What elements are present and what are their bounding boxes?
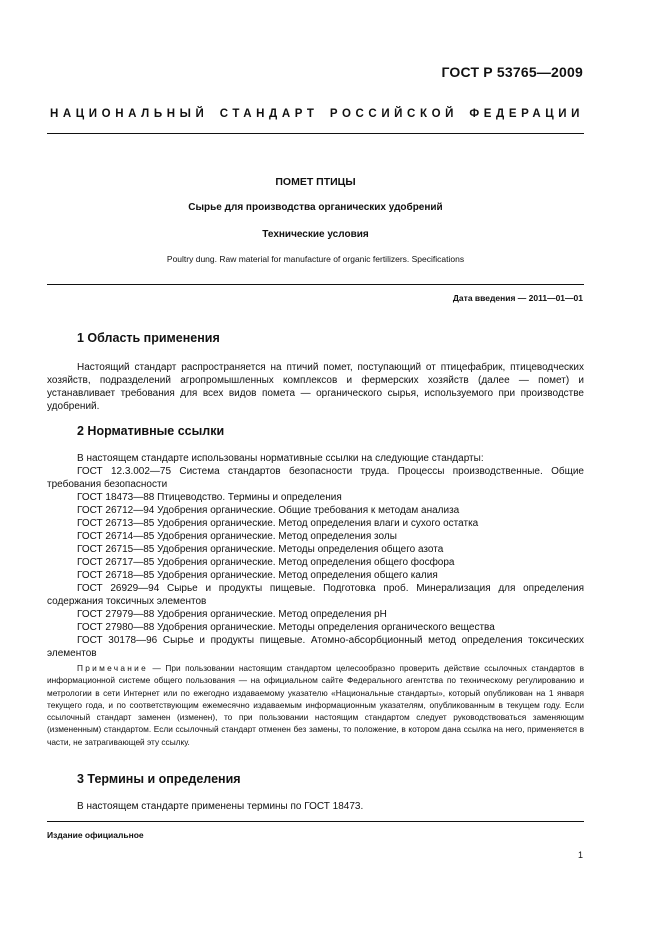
reference-item: ГОСТ 26929—94 Сырье и продукты пищевые. Подготовка проб. Минерализация для определения содержания токсичных элементов (47, 583, 584, 607)
english-title: Poultry dung. Raw material for manufacture of organic fertilizers. Specifications (166, 254, 465, 264)
page-number: 1 (577, 850, 583, 860)
header-rule (47, 133, 584, 134)
introduction-date: Дата введения — 2011—01—01 (452, 293, 583, 303)
reference-item: ГОСТ 26715—85 Удобрения органические. Методы определения общего азота (77, 544, 444, 555)
reference-item: ГОСТ 12.3.002—75 Система стандартов безопасности труда. Процессы производственные. Общие требования безопасности (47, 466, 584, 490)
reference-item: ГОСТ 26717—85 Удобрения органические. Метод определения общего фосфора (77, 557, 455, 568)
document-spec: Технические условия (262, 229, 369, 240)
reference-item: ГОСТ 27979—88 Удобрения органические. Метод определения рН (77, 609, 387, 620)
section-3-text: В настоящем стандарте применены термины по ГОСТ 18473. (77, 801, 364, 812)
reference-item: ГОСТ 18473—88 Птицеводство. Термины и определения (77, 492, 342, 503)
reference-item: ГОСТ 26713—85 Удобрения органические. Метод определения влаги и сухого остатка (77, 518, 479, 529)
section-2-heading: 2 Нормативные ссылки (77, 424, 225, 438)
references-list (47, 452, 584, 660)
gost-code: ГОСТ Р 53765—2009 (441, 64, 583, 80)
reference-item: ГОСТ 26714—85 Удобрения органические. Метод определения золы (77, 531, 397, 542)
footer-rule (47, 821, 584, 822)
section-3-heading: 3 Термины и определения (77, 772, 241, 786)
document-title: ПОМЕТ ПТИЦЫ (275, 176, 356, 188)
section-1-text: Настоящий стандарт распространяется на птичий помет, поступающий от птицефабрик, птицеводческих хозяйств, подразделений агропромышленных комплексов и фермерских хозяйств (далее — помет) и устанавливает требования для всех видов помета — органического сырья, используемого при производстве удобрений. (47, 362, 584, 412)
note-label: Примечание (77, 663, 149, 673)
reference-item: ГОСТ 27980—88 Удобрения органические. Методы определения органического вещества (77, 622, 495, 633)
section-1-heading: 1 Область применения (77, 331, 220, 345)
references-intro: В настоящем стандарте использованы нормативные ссылки на следующие стандарты: (77, 453, 484, 464)
national-standard-banner: НАЦИОНАЛЬНЫЙ СТАНДАРТ РОССИЙСКОЙ ФЕДЕРАЦИИ (50, 108, 584, 120)
title-rule (47, 284, 584, 285)
note-text: — При пользовании настоящим стандартом целесообразно проверить действие ссылочных стандартов в информационной системе общего пользования — на официальном сайте Федерального агентства по техническому регулированию и метрологии в сети Интернет или по ежегодно издаваемому указателю «Национальные стандарты», который опубликован на 1 января текущего года, и по соответствующим ежемесячно издаваемым информационным указателям, опубликованным в текущем году. Если ссылочный стандарт заменен (изменен), то при пользовании настоящим стандартом следует руководствоваться заменяющим (измененным) стандартом. Если ссылочный стандарт отменен без замены, то положение, в котором дана ссылка на него, применяется в части, не затрагивающей эту ссылку. (47, 663, 584, 747)
reference-item: ГОСТ 26718—85 Удобрения органические. Метод определения общего калия (77, 570, 438, 581)
document-subtitle: Сырье для производства органических удобрений (188, 202, 443, 213)
reference-item: ГОСТ 26712—94 Удобрения органические. Общие требования к методам анализа (77, 505, 460, 516)
reference-item: ГОСТ 30178—96 Сырье и продукты пищевые. Атомно-абсорбционный метод определения токсических элементов (47, 635, 584, 659)
official-edition-label: Издание официальное (47, 830, 144, 840)
references-note (47, 662, 584, 748)
